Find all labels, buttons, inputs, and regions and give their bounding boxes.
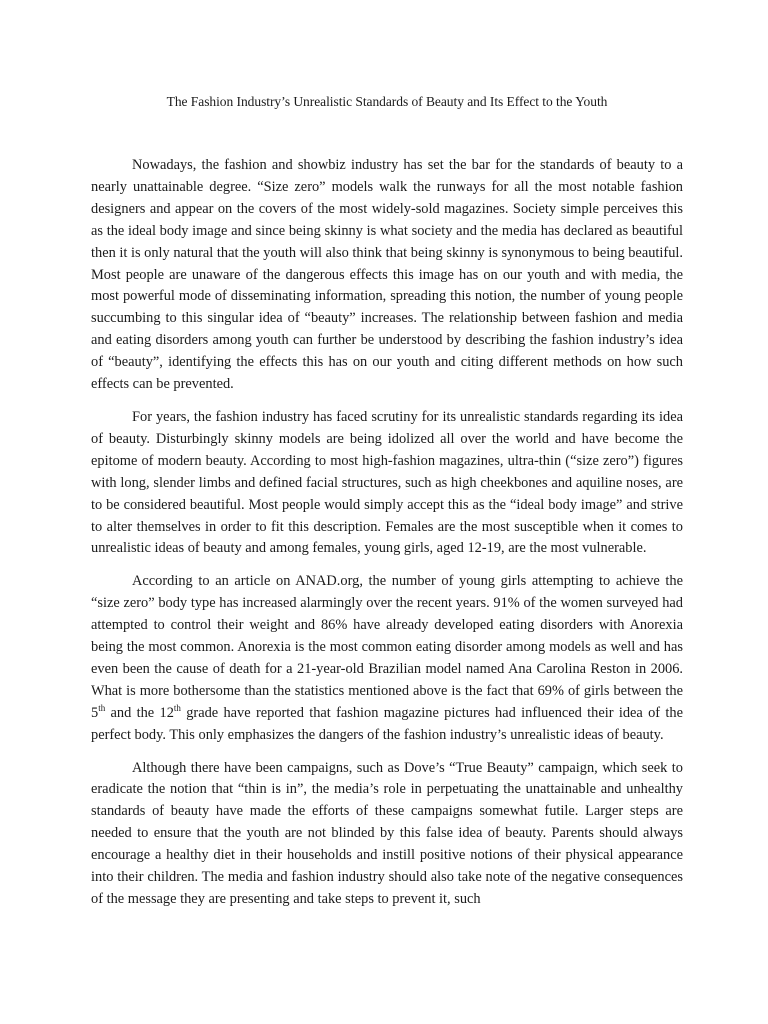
paragraph-intro: Nowadays, the fashion and showbiz industry has set the bar for the standards of beauty to a nearly unattainable degree. “Size zero” models walk the runways for all the most notable fashion designers and appear on the covers of the most widely-sold magazines. Society simple perceives this as the ideal body image and since being skinny is what society and the media has declared as beautiful then it is only natural that the youth will also think that being skinny is synonymous to being beautiful. Most people are unaware of the dangerous effects this image has on our youth and with media, the most powerful mode of disseminating information, spreading this notion, the number of young people succumbing to this singular idea of “beauty” increases. The relationship between fashion and media and eating disorders among youth can further be understood by describing the fashion industry’s idea of “beauty”, identifying the effects this has on our youth and citing different methods on how such effects can be prevented. xyxy=(91,157,683,393)
paragraph-statistics-text-3: grade have reported that fashion magazine pictures had influenced their idea of the perfect body. This only emphasizes the dangers of the fashion industry’s unrealistic ideas of beauty. xyxy=(91,704,683,743)
ordinal-suffix-5th: th xyxy=(98,702,106,713)
ordinal-suffix-12th: th xyxy=(173,702,181,713)
document-title: The Fashion Industry’s Unrealistic Standards of Beauty and Its Effect to the Youth xyxy=(166,94,608,109)
paragraph-statistics-text-2: and the 12 xyxy=(105,704,174,721)
paragraph-beauty-standards: For years, the fashion industry has faced scrutiny for its unrealistic standards regarding its idea of beauty. Disturbingly skinny models are being idolized all over the world and have become the epitome of modern beauty. According to most high-fashion magazines, ultra-thin (“size zero”) figures with long, slender limbs and defined facial structures, such as high cheekbones and aquiline noses, are to be considered beautiful. Most people would simply accept this as the “ideal body image” and strive to alter themselves in order to fit this description. Females are the most susceptible when it comes to unrealistic ideas of beauty and among females, young girls, aged 12-19, are the most vulnerable. xyxy=(91,408,683,557)
paragraph-statistics xyxy=(91,571,683,746)
paragraph-statistics-text-1: According to an article on ANAD.org, the number of young girls attempting to achieve the “size zero” body type has increased alarmingly over the recent years. 91% of the women surveyed had attempted to control their weight and 86% have already developed eating disorders with Anorexia being the most common. Anorexia is the most common eating disorder among models as well and has even been the cause of death for a 21-year-old Brazilian model named Ana Carolina Reston in 2006. What is more bothersome than the statistics mentioned above is the fact that 69% of girls between the 5 xyxy=(91,573,683,721)
paragraph-campaigns: Although there have been campaigns, such as Dove’s “True Beauty” campaign, which seek to eradicate the notion that “thin is in”, the media’s role in perpetuating the unattainable and unhealthy standards of beauty have made the efforts of these campaigns somewhat futile. Larger steps are needed to ensure that the youth are not blinded by this false idea of beauty. Parents should always encourage a healthy diet in their households and instill positive notions of their physical appearance into their children. The media and fashion industry should also take note of the negative consequences of the message they are presenting and take steps to prevent it, such xyxy=(91,759,683,907)
